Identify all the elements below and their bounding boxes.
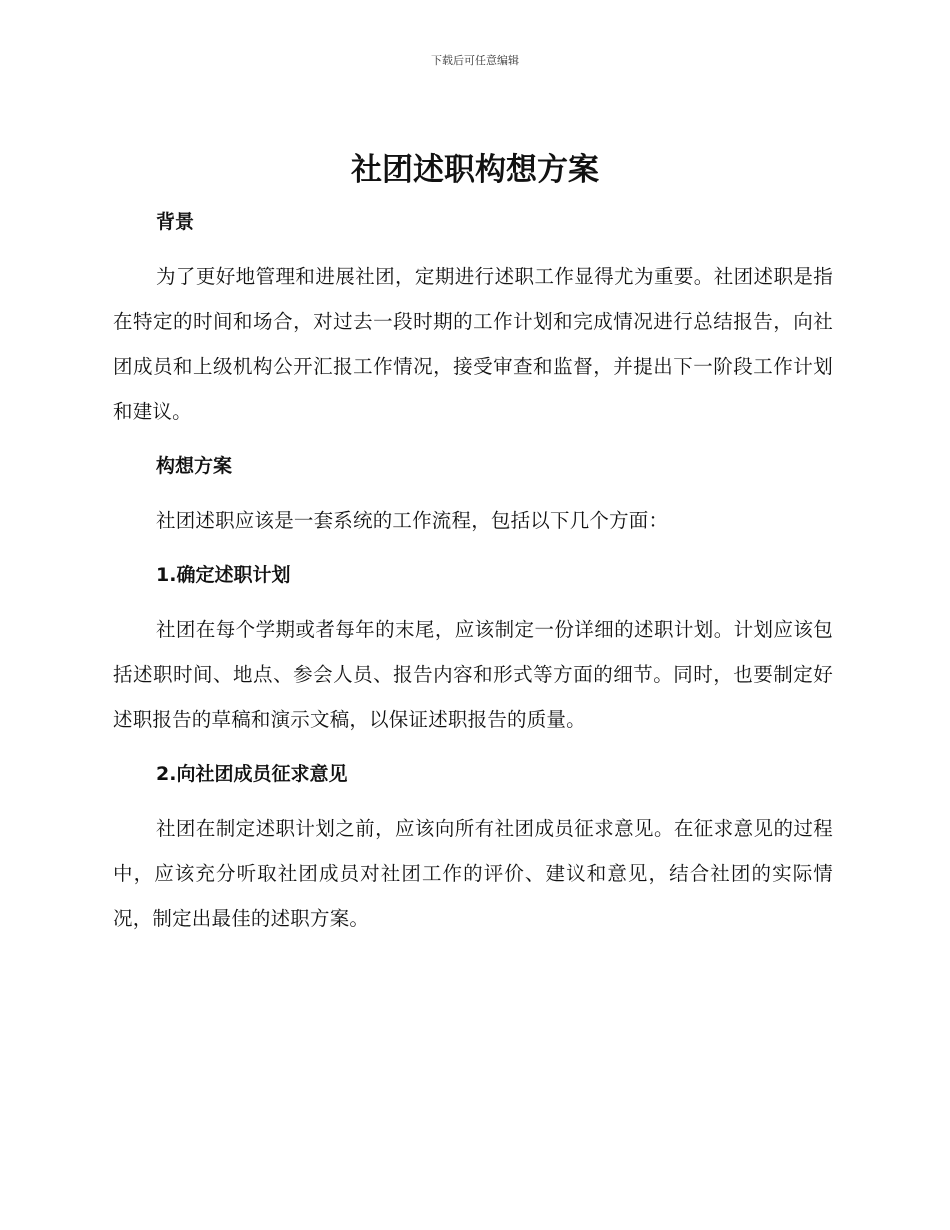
section-paragraph-determine-plan: 社团在每个学期或者每年的末尾，应该制定一份详细的述职计划。计划应该包括述职时间、地点、参会人员、报告内容和形式等方面的细节。同时，也要制定好述职报告的草稿和演示文稿，以保证述职报告的质量。 [113, 618, 833, 731]
section-heading-determine-plan: 1.确定述职计划 [156, 564, 291, 586]
document-body [113, 200, 833, 941]
document-title: 社团述职构想方案 [351, 152, 599, 188]
section-heading-plan: 构想方案 [156, 455, 233, 477]
section-paragraph-solicit-opinions: 社团在制定述职计划之前，应该向所有社团成员征求意见。在征求意见的过程中，应该充分听取社团成员对社团工作的评价、建议和意见，结合社团的实际情况，制定出最佳的述职方案。 [113, 817, 833, 930]
page-header-note: 下载后可任意编辑 [431, 54, 519, 67]
section-paragraph-plan: 社团述职应该是一套系统的工作流程，包括以下几个方面： [156, 509, 669, 532]
section-heading-background: 背景 [156, 211, 195, 233]
section-paragraph-background: 为了更好地管理和进展社团，定期进行述职工作显得尤为重要。社团述职是指在特定的时间和场合，对过去一段时期的工作计划和完成情况进行总结报告，向社团成员和上级机构公开汇报工作情况，接受审查和监督，并提出下一阶段工作计划和建议。 [113, 265, 833, 423]
section-heading-solicit-opinions: 2.向社团成员征求意见 [156, 763, 348, 785]
